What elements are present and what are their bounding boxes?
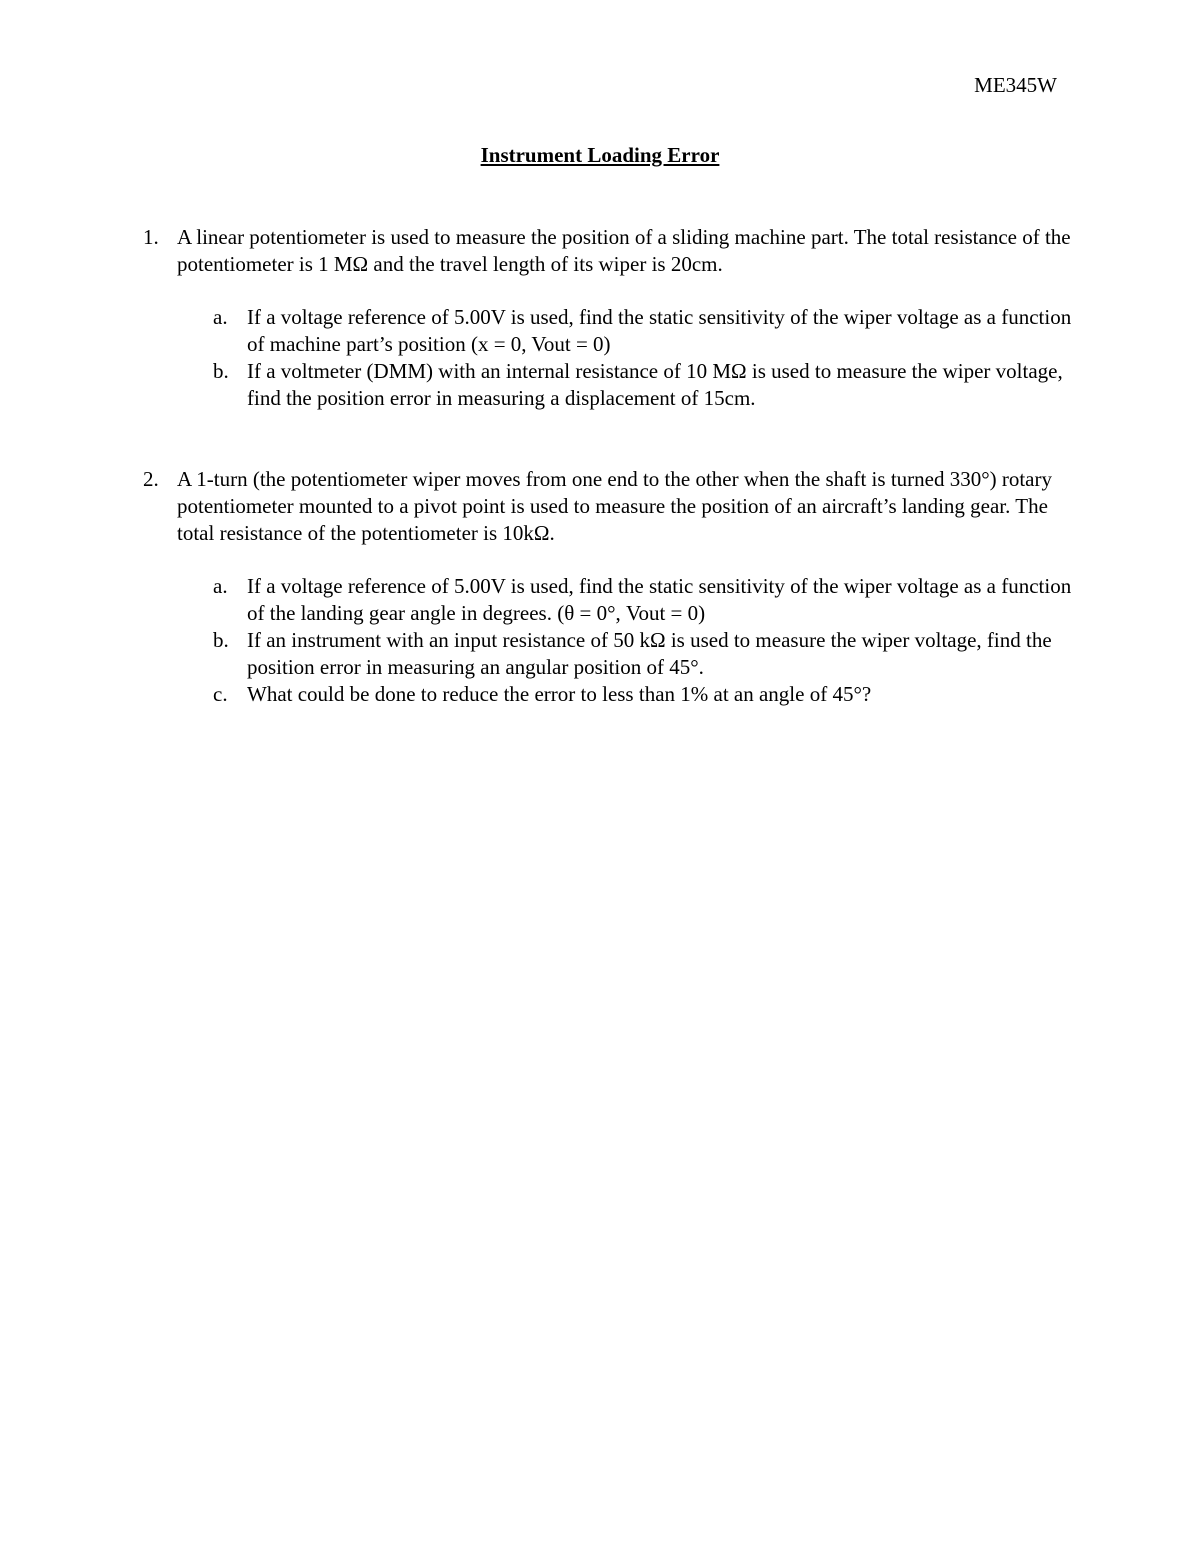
problem-number: 2. [143, 467, 159, 491]
part-text: If an instrument with an input resistance of 50 kΩ is used to measure the wiper voltage, find the position error in measuring an angular position of 45°. [247, 628, 1052, 679]
problem-2 [143, 466, 1073, 708]
problem-number: 1. [143, 225, 159, 249]
problem-text: A linear potentiometer is used to measure the position of a sliding machine part. The total resistance of the potentiometer is 1 MΩ and the travel length of its wiper is 20cm. [177, 225, 1071, 276]
problem-part [213, 304, 1073, 358]
page-title: Instrument Loading Error [480, 143, 720, 167]
part-letter: c. [213, 682, 228, 706]
part-letter: b. [213, 628, 229, 652]
part-text: What could be done to reduce the error to less than 1% at an angle of 45°? [247, 682, 872, 706]
part-text: If a voltmeter (DMM) with an internal resistance of 10 MΩ is used to measure the wiper voltage, find the position error in measuring a displacement of 15cm. [247, 359, 1063, 410]
problem-2-parts [213, 573, 1073, 708]
problem-1 [143, 224, 1073, 412]
problem-1-parts [213, 304, 1073, 412]
part-letter: b. [213, 359, 229, 383]
part-letter: a. [213, 574, 228, 598]
problem-part [213, 627, 1073, 681]
problem-part [213, 358, 1073, 412]
part-text: If a voltage reference of 5.00V is used, find the static sensitivity of the wiper voltage as a function of machine part’s position (x = 0, Vout = 0) [247, 305, 1072, 356]
problem-part [213, 681, 1073, 708]
course-code: ME345W [974, 73, 1057, 97]
problem-part [213, 573, 1073, 627]
problem-text: A 1-turn (the potentiometer wiper moves from one end to the other when the shaft is turned 330°) rotary potentiometer mounted to a pivot point is used to measure the position of an aircraft’s landing gear. The total resistance of the potentiometer is 10kΩ. [177, 467, 1052, 545]
part-letter: a. [213, 305, 228, 329]
part-text: If a voltage reference of 5.00V is used, find the static sensitivity of the wiper voltage as a function of the landing gear angle in degrees. (θ = 0°, Vout = 0) [247, 574, 1072, 625]
